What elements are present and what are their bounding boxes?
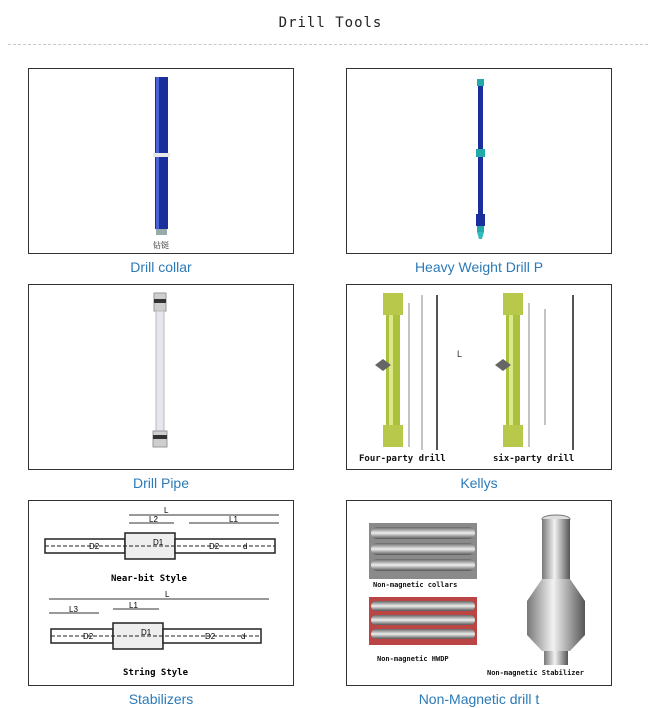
dim-label-d1-top: D1 (153, 538, 164, 547)
hwdp-drawing (347, 69, 611, 253)
dim-label-l1-bottom: L1 (129, 601, 138, 610)
dim-label-l3: L3 (69, 605, 78, 614)
dim-label-d-bottom: d (241, 632, 246, 641)
product-image-drill-pipe[interactable] (28, 284, 294, 470)
kelly-label-four-party: Four-party drill (359, 454, 446, 464)
product-card-kellys[interactable] (346, 284, 612, 491)
dim-label-l-top: L (164, 506, 169, 515)
drill-collar-image-label: 钻铤 (153, 241, 169, 250)
dim-label-d1-bottom: D1 (141, 628, 152, 637)
product-card-stabilizers[interactable] (28, 500, 294, 707)
product-caption-heavy-weight-drill-pipe[interactable]: Heavy Weight Drill P (414, 259, 544, 275)
dim-label-d2-top-left: D2 (89, 542, 100, 551)
product-caption-non-magnetic-drill-tools[interactable]: Non-Magnetic drill t (418, 691, 540, 707)
product-image-non-magnetic-drill-tools[interactable] (346, 500, 612, 686)
product-card-drill-collar[interactable] (28, 68, 294, 275)
product-caption-drill-collar[interactable]: Drill collar (130, 259, 192, 275)
stabilizers-drawing (29, 501, 293, 685)
product-card-heavy-weight-drill-pipe[interactable] (346, 68, 612, 275)
drill-collar-drawing (29, 69, 293, 253)
dim-label-d2-top-right: D2 (209, 542, 220, 551)
dim-label-l1-top: L1 (229, 515, 238, 524)
stabilizer-label-near-bit: Near-bit Style (111, 574, 187, 584)
product-caption-stabilizers[interactable]: Stabilizers (128, 691, 194, 707)
non-magnetic-label-collars: Non-magnetic collars (373, 581, 458, 589)
product-card-non-magnetic-drill-tools[interactable] (346, 500, 612, 707)
product-image-heavy-weight-drill-pipe[interactable] (346, 68, 612, 254)
page-title: Drill Tools (278, 15, 383, 31)
dim-label-d2-bottom-right: D2 (205, 632, 216, 641)
stabilizer-label-string: String Style (123, 668, 189, 678)
product-image-drill-collar[interactable] (28, 68, 294, 254)
kelly-label-six-party: six-party drill (493, 454, 575, 464)
product-image-kellys[interactable] (346, 284, 612, 470)
product-caption-drill-pipe[interactable]: Drill Pipe (132, 475, 189, 491)
dim-label-l-bottom: L (165, 590, 170, 599)
dim-label-l2: L2 (149, 515, 158, 524)
non-magnetic-label-stabilizer: Non-magnetic Stabilizer (487, 669, 584, 677)
title-divider (8, 44, 648, 45)
product-card-drill-pipe[interactable] (28, 284, 294, 491)
kellys-drawing (347, 285, 611, 469)
non-magnetic-label-hwdp: Non-magnetic HWDP (377, 655, 449, 663)
drill-pipe-drawing (29, 285, 293, 469)
product-image-stabilizers[interactable] (28, 500, 294, 686)
kelly-dimension-label: L (457, 349, 463, 359)
non-magnetic-drawing (347, 501, 611, 685)
dim-label-d-top: d (243, 542, 248, 551)
product-caption-kellys[interactable]: Kellys (460, 475, 498, 491)
dim-label-d2-bottom-left: D2 (83, 632, 94, 641)
